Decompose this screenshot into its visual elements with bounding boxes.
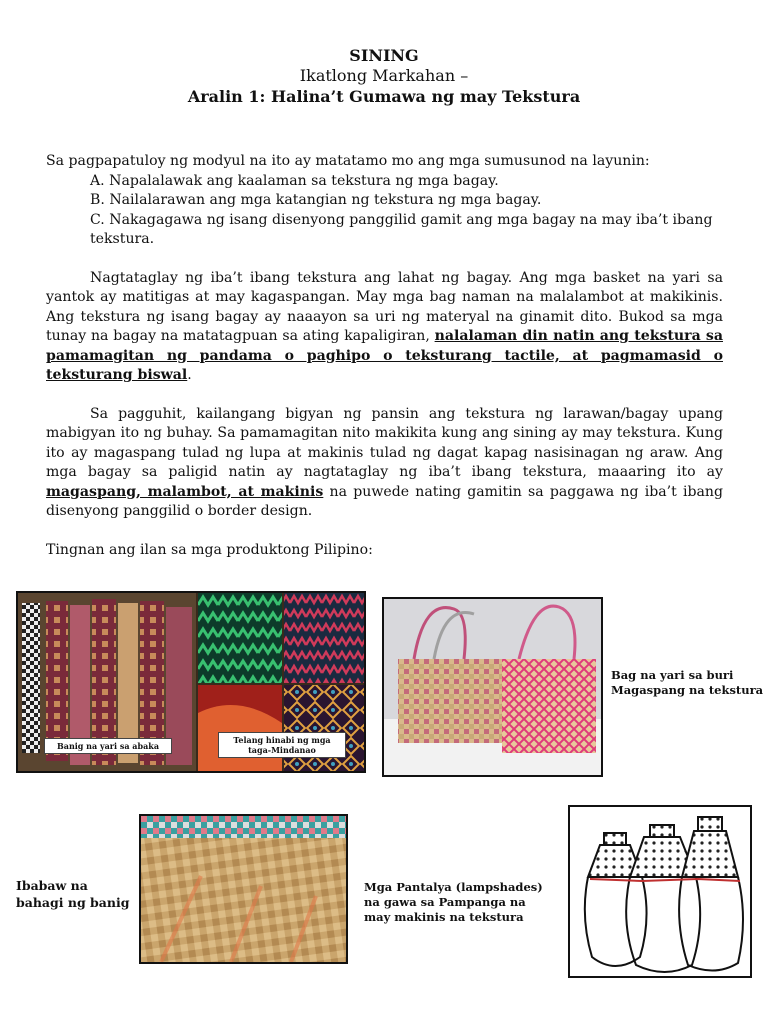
pantalya-caption-line-3: may makinis na tekstura	[364, 910, 524, 924]
pantalya-illustration	[570, 807, 750, 976]
banig-surface-illustration	[141, 816, 346, 962]
bag-caption-line-1: Bag na yari sa buri	[611, 668, 734, 682]
pantalya-caption	[364, 880, 543, 925]
intro-text: Sa pagpapatuloy ng modyul na ito ay matatamo mo ang mga sumusunod na layunin:	[46, 153, 650, 169]
objective-b: B. Nailalarawan ang mga katangian ng tekstura ng mga bagay.	[90, 192, 542, 208]
subject-title: SINING	[349, 46, 419, 65]
module-body	[46, 152, 723, 560]
bag-caption-line-2: Magaspang na tekstura	[611, 683, 764, 697]
bag-caption	[611, 668, 763, 698]
ibabaw-caption	[16, 877, 129, 911]
lesson-title: Aralin 1: Halina’t Gumawa ng may Tekstura	[187, 87, 581, 106]
para2-emphasis: magaspang, malambot, at makinis	[46, 483, 324, 500]
banig-tela-photo	[16, 591, 366, 773]
buri-bags-photo	[382, 597, 603, 777]
ibabaw-caption-line-2: bahagi ng banig	[16, 895, 130, 910]
para1-emphasis: nalalaman din natin ang tekstura sa pamamagitan ng pandama o paghipo o teksturang tactile, at pagmamasid o teksturang biswal	[46, 328, 723, 383]
para1-text: Nagtataglay ng iba’t ibang tekstura ang lahat ng bagay. Ang mga basket na yari sa yantok ay matitigas at may kagaspangan. May mga bag naman na malalambot at makikinis. Ang tekstura ng isang bagay ay naaayon sa uri ng materyal na ginamit dito. Bukod sa mga tunay na bagay na matatagpuan sa ating kapaligiran,	[46, 269, 723, 344]
para2-end: na puwede nating gamitin sa paggawa ng iba’t ibang disenyong panggilid o border design.	[46, 483, 724, 519]
para2-text: Sa pagguhit, kailangang bigyan ng pansin ang tekstura ng larawan/bagay upang mabigyan ito ng buhay. Sa pamamagitan nito makikita kung ang sining ay may tekstura. Kung ito ay magaspang tulad ng lupa at makinis tulad ng dagat kapag nasisinagan ng araw. Ang mga bagay sa paligid natin ay nagtataglay ng iba’t ibang tekstura, maaaring ito ay	[46, 405, 723, 480]
pantalya-caption-line-2: na gawa sa Pampanga na	[364, 895, 526, 909]
banig-surface-photo	[139, 814, 348, 964]
ibabaw-caption-line-1: Ibabaw na	[16, 878, 88, 893]
objective-a: A. Napalalawak ang kaalaman sa tekstura ng mga bagay.	[90, 172, 499, 189]
pantalya-drawing	[568, 805, 752, 978]
banig-caption: Banig na yari sa abaka	[44, 738, 172, 754]
paragraph-drawing-texture	[46, 405, 723, 522]
telang-caption: Telang hinabi ng mga taga-Mindanao	[218, 732, 346, 758]
paragraph-texture-intro	[46, 269, 723, 386]
para1-end: .	[187, 367, 192, 383]
products-intro: Tingnan ang ilan sa mga produktong Pilipino:	[46, 541, 373, 558]
objective-c: C. Nakagagawa ng isang disenyong panggilid gamit ang mga bagay na may iba’t ibang tekstura.	[90, 211, 713, 247]
quarter-label: Ikatlong Markahan –	[299, 66, 469, 85]
document-header	[0, 46, 768, 108]
pantalya-caption-line-1: Mga Pantalya (lampshades)	[364, 880, 543, 894]
buri-bags-illustration	[384, 599, 601, 775]
